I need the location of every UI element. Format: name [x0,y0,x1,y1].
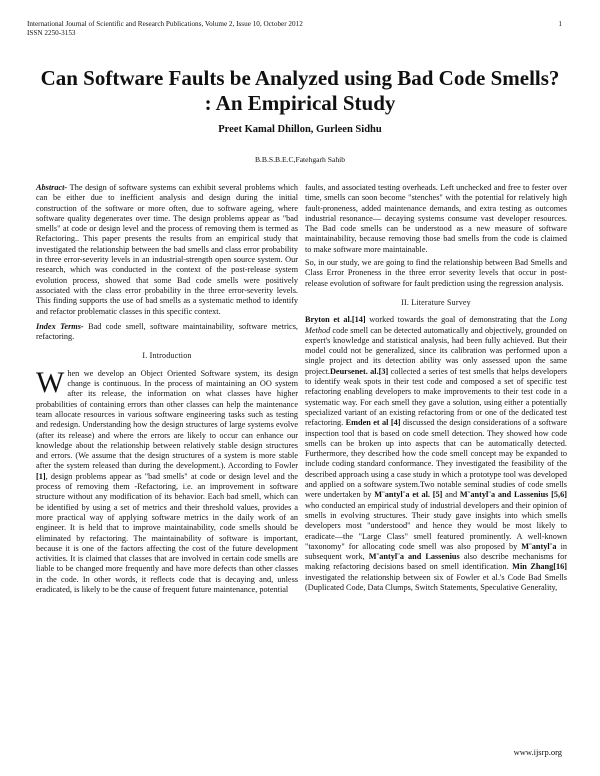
index-terms [36,322,298,343]
literature-paragraph [305,315,567,593]
lit-text: and [442,490,460,500]
running-head [27,20,547,38]
citation-bryton: Bryton et al.[14] [305,315,366,325]
citation-deursen: Deursenet. al.[3] [329,366,389,376]
intro-citation: [1] [36,471,46,481]
citation-mantyla: M¨antyl¨a et al. [5] [374,490,443,500]
left-column [36,183,298,598]
abstract [36,183,298,317]
intro-text-part1: hen we develop an Object Oriented Software system, its design change is continuous. In the process of maintaining an OO system after its release, the information on what classes have higher probabilities of containing errors than other classes can help the maintenance team allocate resources in various software engineering tasks such as testing and redesign. Understanding how the design structures of large systems evolve (after its release) and where the errors are likely to occur can enhance our knowledge about the relationship between relatively stable design structures and errors. (We assume that the design structures of a system is more stable after the system released than during the development.). According to Fowler [36,368,298,471]
paper-title: Can Software Faults be Analyzed using Bad Code Smells? : An Empirical Study [40,66,560,115]
abstract-lead: Abstract- [36,183,68,192]
intro-paragraph [36,365,298,596]
section-heading-introduction: I. Introduction [142,351,192,361]
citation-mantyla-2: M¨antyl¨a [521,541,557,551]
footer-url: www.ijsrp.org [513,747,562,757]
lit-text: also describe mechanisms for making refactoring decisions based on smell identification. [305,552,567,572]
abstract-text: The design of software systems can exhibit several problems which can be either due to inefficient analysis and design during the initial construction of the software or more often, due to software ageing, where software quality degenerates over time. The design problems appear as "bad smells" at code or design level and the process of removing them is termed as Refactoring.. This paper presents the results from an empirical study that investigated the relationship between the bad smells and class error probability in three error-severity levels in an industrial-strength open source system. Our research, which was conducted in the context of the post-release system evolution process, showed that some Bad code smells were positively associated with the class error probability in the three error-severity levels. This finding supports the use of bad smells as a systematic method to identify and refactor problematic classes in this specific context. [36,183,298,316]
issn-line: ISSN 2250-3153 [27,29,76,37]
drop-cap: W [36,365,65,399]
citation-min-zhang: Min Zhang[16] [512,562,568,572]
index-terms-lead: Index Terms- [36,321,84,331]
lit-text: code smell can be detected automatically and objectively, grounded on expert's knowledge and statistical analysis, had been fully achieved. But their model could not be generalized, since its calibration was performed upon a single project and its detection ability was only assessed upon the same project. [305,325,567,376]
citation-mantyla-lassenius: M¨antyl¨a and Lassenius [5,6] [459,490,567,500]
intro-text-part2: , design problems appear as "bad smells" at code or design level and the process of removing them -Refactoring, i.e. an improvement in software structure without any modification of its behavior. Each bad smell, which can be identified by using a set of metrics and their threshold values, provides a more practical way of applying software metrics in the daily work of an engineer. It is held that to improve maintainability, code smells should be eliminated by refactoring. The maintainability of software is important, because it is one of the factors affecting the cost of the future development activities. It is claimed that classes that are involved in certain code smells are liable to be changed more frequently and have more defects than other classes in the code. In other words, it reflects code that is decaying and, unless eradicated, is likely to be the cause of frequent future maintenance, potential [36,471,298,594]
section-heading-literature: II. Literature Survey [401,297,471,307]
citation-emden: Emden et al [4] [345,418,401,428]
lit-text: investigated the relationship between six of Fowler et al.'s Code Bad Smells (Duplicated Code, Data Clumps, Switch Statements, Speculative Generality, [305,572,567,592]
affiliation: B.B.S.B.E.C,Fatehgarh Sahib [254,155,346,164]
lit-text: worked towards the goal of demonstrating that the [365,315,551,325]
author-list: Preet Kamal Dhillon, Gurleen Sidhu [218,124,382,135]
lit-text: discussed the design considerations of a software inspection tool that is based on code smell detection. They showed how code smells can be broken up into aspects that can be automatically detected. Furthermore, they described how the code smell concept may be expanded to include coding standard conformance. They investigated the feasibility of the described approach using a case study in which a prototype tool was developed and applied on a software system.Two notable seminal studies of code smells were undertaken by [305,418,567,500]
lit-text: collected a series of test smells that helps developers to identify weak spots in their test code and composed a set of specific test refactoring enabling developers to make improvements to their test code in a systematic way. For each smell they gave a solution, using either a potentially specialized variant of an existing refactoring from or one of the dedicated test refactoring. [305,366,568,428]
study-goal-paragraph: So, in our study, we are going to find the relationship between Bad Smells and Class Error Proneness in the three error severity levels that occur in post-release evolution of software for fault prediction using the regression analysis. [305,258,567,288]
journal-line: International Journal of Scientific and Research Publications, Volume 2, Issue 10, October 2012 [27,20,303,28]
index-terms-text: Bad code smell, software maintainability, software metrics, refactoring. [36,321,298,342]
right-column [305,183,567,596]
lit-text: in subsequent work, [305,541,567,562]
lit-text: who conducted an empirical study of industrial developers and their opinion of smells in evolving structures. Their study gave insights into which smells developers most "understood" and hence they would be most likely to eradicate—the "Large Class" smell featured prominently. A well-known "taxonomy" for allocating code smell was also proposed by [305,500,567,551]
lit-italic-term: Long Method [305,315,567,335]
intro-continuation: faults, and associated testing overheads. Left unchecked and free to fester over time, smells can soon become "stenches" with the potential for relatively high fault-proneness, added maintenance demands, and extra testing as outcomes industrial resonance— decaying systems consume vast developer resources. The Bad code smells can be understood as a new measure of software maintainability, because removing those bad smells from the code is claimed to make software more maintainable. [305,183,567,254]
page-number: 1 [558,20,562,28]
citation-mantyla-lassenius-2: M¨antyl¨a and Lassenius [368,552,460,562]
